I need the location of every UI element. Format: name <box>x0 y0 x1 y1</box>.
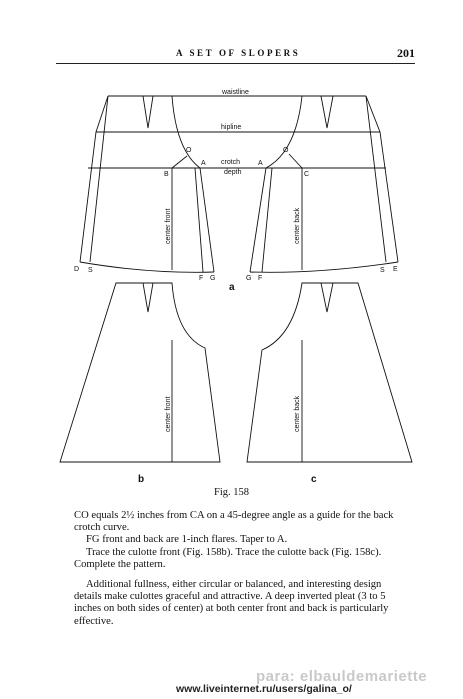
label-center-front-a: center front <box>165 208 172 244</box>
label-B: B <box>164 171 169 178</box>
paragraph-co: CO equals 2½ inches from CA on a 45-degree angle as a guide for the back crotch curve. <box>74 510 394 534</box>
page-number: 201 <box>397 46 415 60</box>
pattern-figure <box>0 70 463 485</box>
front-co-line <box>172 156 187 168</box>
label-crotch: crotch <box>221 159 241 166</box>
culotte-draft-a <box>74 89 398 293</box>
back-hem <box>250 262 398 272</box>
watermark: para: elbauldemariette <box>256 668 428 685</box>
front-dart <box>143 96 153 128</box>
label-front-S: S <box>88 267 93 274</box>
front-side-seam-inner <box>90 96 108 262</box>
front-piece-dart <box>143 283 153 312</box>
back-piece-dart <box>321 283 333 312</box>
label-front-A: A <box>201 160 206 167</box>
front-side-seam <box>80 96 108 262</box>
figure-caption: Fig. 158 <box>213 487 249 498</box>
label-center-front-b: center front <box>165 396 172 432</box>
footer-url[interactable]: www.liveinternet.ru/users/galina_o/ <box>176 683 352 695</box>
label-center-back-c: center back <box>294 395 301 432</box>
paragraph-fullness: Additional fullness, either circular or balanced, and interesting design details make culottes graceful and attractive. A deep inverted pleat (3 to 5 inches on both sides of center) at both center front and back is particularly effective. <box>74 579 389 627</box>
label-back-A: A <box>258 160 263 167</box>
label-back-F: F <box>258 275 263 282</box>
back-dart <box>321 96 333 128</box>
label-D: D <box>74 266 80 273</box>
label-center-back-a: center back <box>294 207 301 244</box>
culotte-front-b <box>60 283 220 485</box>
label-panel-b: b <box>138 474 145 485</box>
front-piece-outline <box>60 283 220 462</box>
back-side-seam <box>366 96 398 262</box>
label-back-O: O <box>283 147 289 154</box>
back-piece-outline <box>247 283 412 462</box>
label-E: E <box>393 266 398 273</box>
label-front-F: F <box>199 275 204 282</box>
culotte-back-c <box>247 283 412 485</box>
label-front-G: G <box>210 275 216 282</box>
running-title: A SET OF SLOPERS <box>176 48 301 58</box>
label-waistline: waistline <box>222 89 249 96</box>
label-depth: depth <box>224 169 242 176</box>
paragraph-fg: FG front and back are 1-inch flares. Taper to A. <box>86 534 288 546</box>
label-front-O: O <box>186 147 192 154</box>
label-panel-a: a <box>229 282 235 293</box>
label-panel-c: c <box>311 474 317 485</box>
label-C: C <box>304 171 310 178</box>
front-hem <box>80 262 214 272</box>
header-rule <box>56 63 415 64</box>
label-back-G: G <box>246 275 252 282</box>
body-text <box>74 510 404 628</box>
paragraph-trace: Trace the culotte front (Fig. 158b). Trace the culotte back (Fig. 158c). Complete the pattern. <box>74 546 382 570</box>
back-co-line <box>289 154 302 168</box>
label-hipline: hipline <box>221 124 242 131</box>
label-back-S: S <box>380 267 385 274</box>
